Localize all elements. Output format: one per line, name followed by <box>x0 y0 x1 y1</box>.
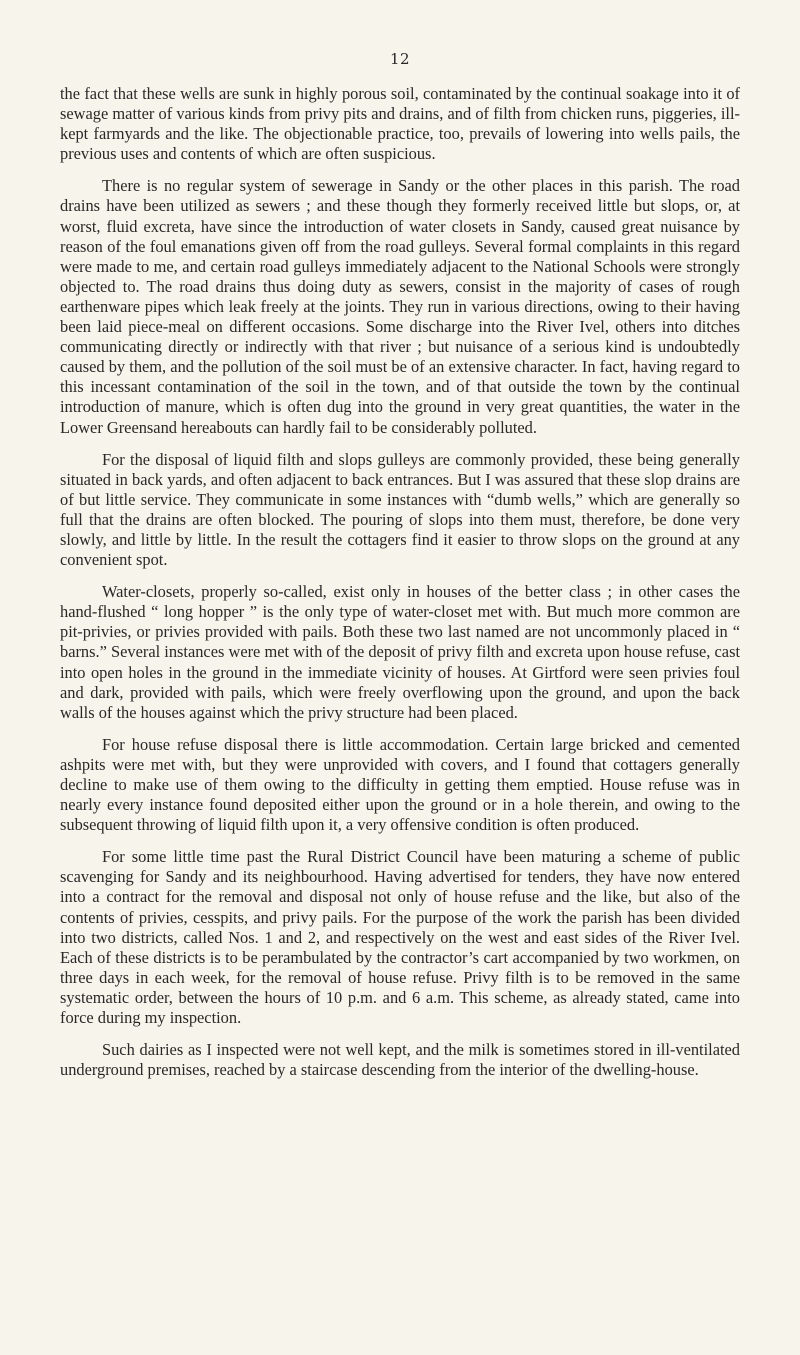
paragraph: Such dairies as I inspected were not well kept, and the milk is sometimes stored in ill-ventilated underground premises, reached by a staircase descending from the interior of the dwelling-house. <box>60 1040 740 1080</box>
page-number: 12 <box>389 50 411 68</box>
body-text <box>60 84 740 1080</box>
paragraph: For house refuse disposal there is little accommodation. Certain large bricked and cemented ashpits were met with, but they were unprovided with covers, and I found that cottagers generally decline to make use of them owing to the difficulty in getting them emptied. House refuse was in nearly every instance found deposited either upon the ground or in a hole therein, and owing to the subsequent throwing of liquid filth upon it, a very offensive condition is often produced. <box>60 734 740 835</box>
paragraph: the fact that these wells are sunk in highly porous soil, contaminated by the continual soakage into it of sewage matter of various kinds from privy pits and drains, and of filth from chicken runs, piggeries, ill-kept farmyards and the like. The objectionable practice, too, prevails of lowering into wells pails, the previous uses and contents of which are often suspicious. <box>60 84 740 164</box>
paragraph: For some little time past the Rural District Council have been maturing a scheme of public scavenging for Sandy and its neighbourhood. Having advertised for tenders, they have now entered into a contract for the removal and disposal not only of house refuse and the like, but also of the contents of privies, cesspits, and privy pails. For the purpose of the work the parish has been divided into two districts, called Nos. 1 and 2, and respectively on the west and east sides of the River Ivel. Each of these districts is to be perambulated by the contractor’s cart accompanied by two workmen, on three days in each week, for the removal of house refuse. Privy filth is to be removed in the same systematic order, between the hours of 10 p.m. and 6 a.m. This scheme, as already stated, came into force during my inspection. <box>60 847 740 1028</box>
paragraph: For the disposal of liquid filth and slops gulleys are commonly provided, these being generally situated in back yards, and often adjacent to back entrances. But I was assured that these slop drains are of but little service. They communicate in some instances with “dumb wells,” which are generally so full that the drains are often blocked. The pouring of slops into them must, therefore, be done very slowly, and little by little. In the result the cottagers find it easier to throw slops on the ground at any convenient spot. <box>60 449 740 570</box>
paragraph: There is no regular system of sewerage in Sandy or the other places in this parish. The road drains have been utilized as sewers ; and these though they formerly received little but slops, or, at worst, fluid excreta, have since the introduction of water closets in Sandy, caused great nuisance by reason of the foul emanations given off from the road gulleys. Several formal complaints in this regard were made to me, and certain road gulleys immediately adjacent to the National Schools were strongly objected to. The road drains thus doing duty as sewers, consist in the majority of cases of rough earthenware pipes which leak freely at the joints. They run in various directions, owing to their having been laid piece-meal on different occasions. Some discharge into the River Ivel, others into ditches communicating directly or indirectly with that river ; but nuisance of a serious kind is undoubtedly caused by them, and the pollution of the soil must be of an extensive character. In fact, having regard to this incessant contamination of the soil in the town, and of that outside the town by the continual introduction of manure, which is often dug into the ground in very great quantities, the water in the Lower Greensand hereabouts can hardly fail to be considerably polluted. <box>60 176 740 437</box>
paragraph: Water-closets, properly so-called, exist only in houses of the better class ; in other cases the hand-flushed “ long hopper ” is the only type of water-closet met with. But much more common are pit-privies, or privies provided with pails. Both these two last named are not uncommonly placed in “ barns.” Several instances were met with of the deposit of privy filth and excreta upon house refuse, cast into open holes in the ground in the immediate vicinity of houses. At Girtford were seen privies foul and dark, provided with pails, which were freely overflowing upon the ground, and upon the back walls of the houses against which the privy structure had been placed. <box>60 582 740 722</box>
